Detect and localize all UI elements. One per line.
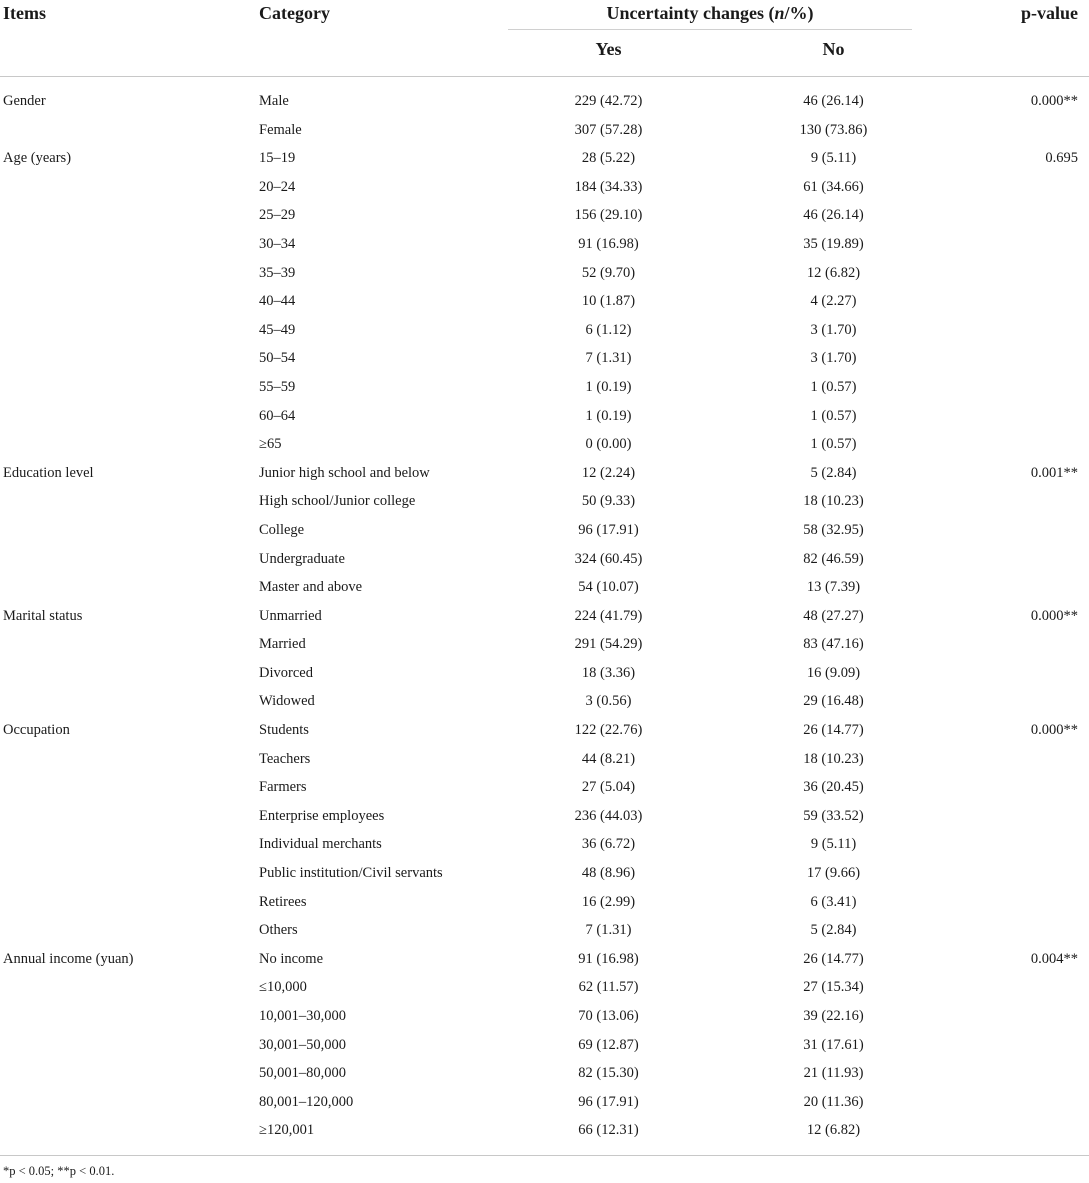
row-yes-count: 91 (16.98) xyxy=(578,235,639,252)
row-category: 50–54 xyxy=(259,350,296,367)
row-yes-count: 184 (34.33) xyxy=(574,178,643,195)
row-no-count: 59 (33.52) xyxy=(803,807,864,824)
table-row xyxy=(0,173,1089,202)
row-no-count: 26 (14.77) xyxy=(803,722,864,739)
row-item: Education level xyxy=(3,464,94,481)
row-category: Male xyxy=(259,93,289,109)
header-yes: Yes xyxy=(595,39,622,59)
row-pvalue: 0.001** xyxy=(1030,464,1078,481)
header-category: Category xyxy=(259,3,330,23)
row-no-count: 21 (11.93) xyxy=(803,1065,864,1082)
row-yes-count: 7 (1.31) xyxy=(585,922,632,939)
table-row xyxy=(0,430,1089,459)
table-row xyxy=(0,87,1089,116)
table-bottom-divider xyxy=(0,1155,1089,1156)
row-yes-count: 236 (44.03) xyxy=(574,807,643,824)
row-no-count: 36 (20.45) xyxy=(803,779,864,796)
table-row xyxy=(0,144,1089,173)
table-row xyxy=(0,516,1089,545)
table-row xyxy=(0,945,1089,974)
row-category: Master and above xyxy=(259,579,363,596)
row-no-count: 48 (27.27) xyxy=(803,607,864,624)
table-row xyxy=(0,745,1089,774)
row-no-count: 4 (2.27) xyxy=(810,293,857,310)
row-item: Age (years) xyxy=(3,150,72,167)
row-category: 40–44 xyxy=(259,293,296,310)
row-category: Farmers xyxy=(259,779,307,796)
row-yes-count: 307 (57.28) xyxy=(574,121,643,138)
table-row xyxy=(0,373,1089,402)
row-category: Junior high school and below xyxy=(259,464,430,481)
table-row xyxy=(0,487,1089,516)
row-yes-count: 156 (29.10) xyxy=(574,207,643,224)
row-category: 55–59 xyxy=(259,378,296,395)
row-yes-count: 54 (10.07) xyxy=(578,579,639,596)
row-category: Others xyxy=(259,922,298,939)
table-row xyxy=(0,1088,1089,1117)
row-category: ≥120,001 xyxy=(259,1122,315,1139)
row-category: 50,001–80,000 xyxy=(259,1065,346,1082)
table-row xyxy=(0,973,1089,1002)
table-row xyxy=(0,201,1089,230)
row-no-count: 6 (3.41) xyxy=(810,893,857,910)
row-no-count: 27 (15.34) xyxy=(803,979,864,996)
row-no-count: 26 (14.77) xyxy=(803,950,864,967)
row-category: ≤10,000 xyxy=(259,979,307,996)
row-category: Female xyxy=(259,121,302,138)
row-item: Marital status xyxy=(3,607,83,624)
header-subdivider xyxy=(508,29,912,30)
row-yes-count: 229 (42.72) xyxy=(574,93,643,109)
row-category: Enterprise employees xyxy=(259,807,385,824)
row-no-count: 130 (73.86) xyxy=(799,121,868,138)
row-category: Unmarried xyxy=(259,607,322,624)
row-no-count: 3 (1.70) xyxy=(810,350,857,367)
table-row xyxy=(0,630,1089,659)
row-no-count: 39 (22.16) xyxy=(803,1008,864,1024)
row-yes-count: 324 (60.45) xyxy=(574,550,643,567)
table-row xyxy=(0,1031,1089,1060)
row-no-count: 35 (19.89) xyxy=(803,235,864,252)
row-no-count: 46 (26.14) xyxy=(803,93,864,109)
row-no-count: 83 (47.16) xyxy=(803,636,864,653)
header-uncertainty-changes xyxy=(508,2,912,24)
row-yes-count: 27 (5.04) xyxy=(581,779,636,796)
row-category: Retirees xyxy=(259,893,307,910)
row-yes-count: 96 (17.91) xyxy=(578,521,639,538)
row-no-count: 5 (2.84) xyxy=(810,922,857,939)
row-pvalue: 0.695 xyxy=(1045,150,1078,167)
table-row xyxy=(0,402,1089,431)
row-pvalue: 0.004** xyxy=(1030,950,1078,967)
row-category: ≥65 xyxy=(259,436,282,453)
row-no-count: 1 (0.57) xyxy=(810,407,857,424)
table-row xyxy=(0,859,1089,888)
row-yes-count: 66 (12.31) xyxy=(578,1122,639,1139)
row-yes-count: 291 (54.29) xyxy=(574,636,643,653)
row-category: 30,001–50,000 xyxy=(259,1036,346,1053)
row-category: Divorced xyxy=(259,664,313,681)
table-row xyxy=(0,830,1089,859)
table-row xyxy=(0,659,1089,688)
row-category: 15–19 xyxy=(259,150,296,167)
row-no-count: 16 (9.09) xyxy=(806,664,861,681)
table-row xyxy=(0,916,1089,945)
row-yes-count: 62 (11.57) xyxy=(578,979,639,996)
row-category: High school/Junior college xyxy=(259,493,416,510)
table-row xyxy=(0,259,1089,288)
table-row xyxy=(0,230,1089,259)
row-yes-count: 122 (22.76) xyxy=(574,722,643,739)
table-footnote: *p < 0.05; **p < 0.01. xyxy=(3,1164,115,1178)
row-category: Married xyxy=(259,636,306,653)
row-item: Gender xyxy=(3,93,46,109)
table-row xyxy=(0,773,1089,802)
table-row xyxy=(0,602,1089,631)
row-yes-count: 69 (12.87) xyxy=(578,1036,639,1053)
table-row xyxy=(0,316,1089,345)
header-items: Items xyxy=(3,3,46,23)
row-yes-count: 96 (17.91) xyxy=(578,1093,639,1110)
row-no-count: 12 (6.82) xyxy=(806,1122,861,1139)
table-row xyxy=(0,573,1089,602)
header-no: No xyxy=(822,39,845,59)
row-category: 80,001–120,000 xyxy=(259,1093,354,1110)
row-yes-count: 48 (8.96) xyxy=(581,865,636,882)
row-no-count: 13 (7.39) xyxy=(806,579,861,596)
row-yes-count: 91 (16.98) xyxy=(578,950,639,967)
row-no-count: 9 (5.11) xyxy=(810,150,857,167)
row-no-count: 3 (1.70) xyxy=(810,321,857,338)
row-category: Teachers xyxy=(259,750,311,767)
row-yes-count: 7 (1.31) xyxy=(585,350,632,367)
row-category: 25–29 xyxy=(259,207,296,224)
row-yes-count: 52 (9.70) xyxy=(581,264,636,281)
table-row xyxy=(0,1116,1089,1145)
row-yes-count: 1 (0.19) xyxy=(585,378,632,395)
row-yes-count: 18 (3.36) xyxy=(581,664,636,681)
row-no-count: 82 (46.59) xyxy=(803,550,864,567)
row-no-count: 58 (32.95) xyxy=(803,521,864,538)
row-category: College xyxy=(259,521,305,538)
table-row xyxy=(0,687,1089,716)
row-pvalue: 0.000** xyxy=(1030,607,1078,624)
row-category: 60–64 xyxy=(259,407,296,424)
row-category: Individual merchants xyxy=(259,836,382,853)
header-uncertainty-suffix: /%) xyxy=(784,3,814,23)
row-no-count: 5 (2.84) xyxy=(810,464,857,481)
table-row xyxy=(0,1059,1089,1088)
row-no-count: 17 (9.66) xyxy=(806,865,861,882)
table-row xyxy=(0,802,1089,831)
table-row xyxy=(0,888,1089,917)
row-category: Students xyxy=(259,722,309,739)
table-row xyxy=(0,545,1089,574)
header-pvalue: p-value xyxy=(1020,3,1078,23)
row-pvalue: 0.000** xyxy=(1030,93,1078,109)
row-yes-count: 3 (0.56) xyxy=(585,693,632,710)
row-category: 45–49 xyxy=(259,321,296,338)
row-no-count: 1 (0.57) xyxy=(810,436,857,453)
row-item: Annual income (yuan) xyxy=(3,950,134,967)
header-uncertainty-n: n xyxy=(774,3,785,23)
row-yes-count: 1 (0.19) xyxy=(585,407,632,424)
table-row xyxy=(0,716,1089,745)
row-yes-count: 82 (15.30) xyxy=(578,1065,639,1082)
row-yes-count: 12 (2.24) xyxy=(581,464,636,481)
table-row xyxy=(0,1002,1089,1031)
row-no-count: 61 (34.66) xyxy=(803,178,864,195)
row-yes-count: 224 (41.79) xyxy=(574,607,643,624)
row-yes-count: 50 (9.33) xyxy=(581,493,636,510)
row-category: No income xyxy=(259,950,324,967)
row-no-count: 1 (0.57) xyxy=(810,378,857,395)
table-row xyxy=(0,459,1089,488)
row-yes-count: 0 (0.00) xyxy=(585,436,632,453)
row-no-count: 46 (26.14) xyxy=(803,207,864,224)
row-no-count: 12 (6.82) xyxy=(806,264,861,281)
table-row xyxy=(0,287,1089,316)
row-category: 35–39 xyxy=(259,264,296,281)
row-no-count: 18 (10.23) xyxy=(803,750,864,767)
row-pvalue: 0.000** xyxy=(1030,722,1078,739)
row-yes-count: 44 (8.21) xyxy=(581,750,636,767)
row-category: Public institution/Civil servants xyxy=(259,865,443,882)
table-body xyxy=(0,87,1089,1145)
row-yes-count: 70 (13.06) xyxy=(578,1008,639,1024)
table-row xyxy=(0,344,1089,373)
row-category: Widowed xyxy=(259,693,315,710)
header-divider xyxy=(0,76,1089,77)
row-category: 20–24 xyxy=(259,178,296,195)
row-category: 30–34 xyxy=(259,235,296,252)
row-no-count: 31 (17.61) xyxy=(803,1036,864,1053)
row-yes-count: 28 (5.22) xyxy=(581,150,636,167)
row-yes-count: 16 (2.99) xyxy=(581,893,636,910)
row-no-count: 29 (16.48) xyxy=(803,693,864,710)
row-no-count: 20 (11.36) xyxy=(803,1093,864,1110)
row-category: 10,001–30,000 xyxy=(259,1008,346,1024)
row-category: Undergraduate xyxy=(259,550,345,567)
row-no-count: 18 (10.23) xyxy=(803,493,864,510)
row-item: Occupation xyxy=(3,722,70,739)
row-no-count: 9 (5.11) xyxy=(810,836,857,853)
row-yes-count: 10 (1.87) xyxy=(581,293,636,310)
row-yes-count: 6 (1.12) xyxy=(585,321,632,338)
row-yes-count: 36 (6.72) xyxy=(581,836,636,853)
header-uncertainty-prefix: Uncertainty changes ( xyxy=(606,3,775,23)
table-row xyxy=(0,116,1089,145)
